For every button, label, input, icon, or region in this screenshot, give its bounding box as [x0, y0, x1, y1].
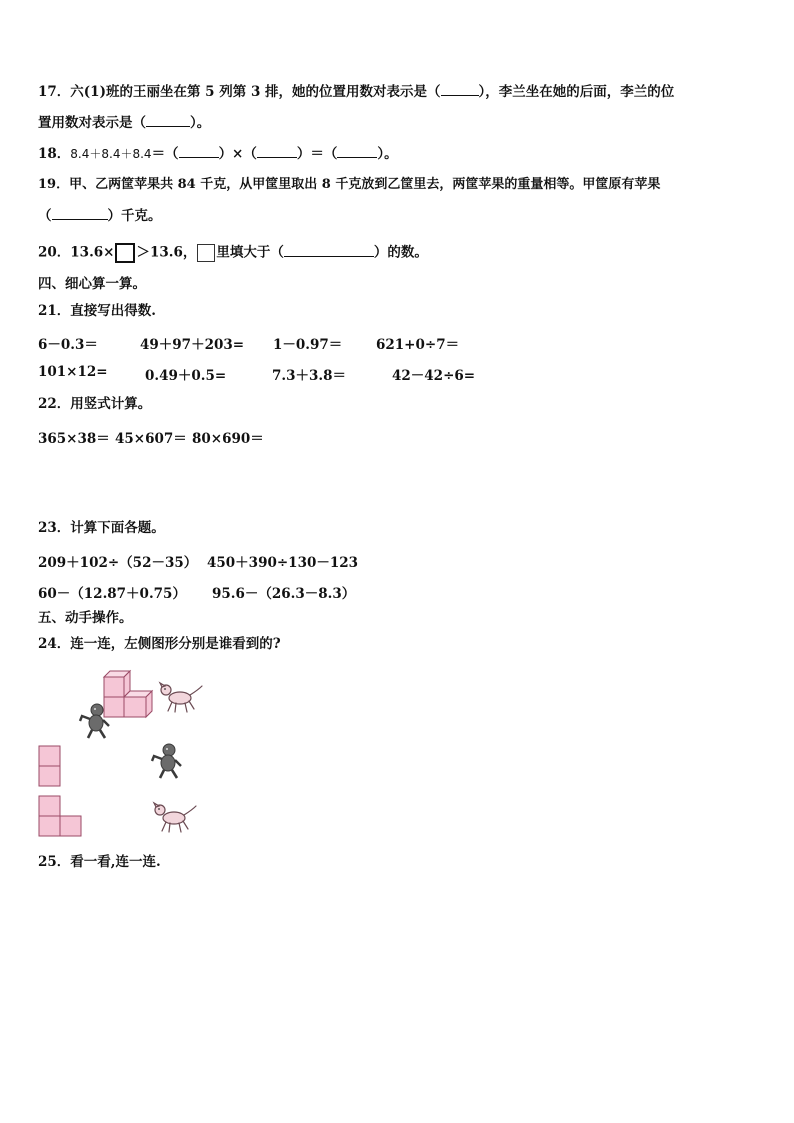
q22-item-2: 45×607＝ [115, 431, 187, 447]
q20-line: 20．13.6× ＞13.6， 里填大于（ ）的数。 [38, 243, 428, 263]
q19-line2: （ ）千克。 [38, 208, 162, 224]
q18-blank-3[interactable] [337, 145, 377, 158]
q17-line2: 置用数对表示是（ ）。 [38, 115, 211, 131]
q20-answer-box[interactable] [115, 243, 135, 263]
view-shape-l [38, 795, 83, 837]
q19-line1: 19．甲、乙两筐苹果共 84 千克，从甲筐里取出 8 千克放到乙筐里去，两筐苹果的重量相等。甲筐原有苹果 [38, 177, 661, 192]
q20-box-reference [197, 244, 215, 262]
monkey-icon [150, 742, 186, 780]
q21-r1-c3: 1－0.97＝ [273, 337, 343, 353]
view-shape-vertical [38, 745, 62, 787]
q21-r2-c3: 7.3＋3.8＝ [272, 368, 346, 384]
q22-item-1: 365×38＝ [38, 431, 110, 447]
q21-r2-c2: 0.49＋0.5= [145, 368, 227, 384]
monkey-icon [78, 702, 114, 740]
q23-r2-c1: 60－（12.87＋0.75） [38, 586, 186, 602]
q22-title: 22．用竖式计算。 [38, 396, 152, 412]
q21-r1-c2: 49＋97＋203= [140, 337, 245, 353]
dog-icon [158, 680, 206, 714]
q21-r2-c1: 101×12= [38, 364, 108, 380]
q18-expression: 8.4＋8.4＋8.4 [70, 147, 152, 161]
q17-blank-1[interactable] [441, 83, 479, 96]
q21-r2-c4: 42－42÷6= [392, 368, 476, 384]
q21-title: 21．直接写出得数. [38, 303, 156, 319]
q17-blank-2[interactable] [146, 114, 190, 127]
q17-line1: 17．六(1)班的王丽坐在第 5 列第 3 排，她的位置用数对表示是（ ），李兰坐在她的后面，李兰的位 [38, 84, 675, 100]
section-4-heading: 四、细心算一算。 [38, 276, 146, 292]
q22-item-3: 80×690＝ [192, 431, 264, 447]
q23-r2-c2: 95.6－（26.3－8.3） [212, 586, 356, 602]
q19-blank[interactable] [52, 207, 108, 220]
section-5-heading: 五、动手操作。 [38, 610, 133, 626]
q25-title: 25．看一看,连一连. [38, 854, 161, 870]
q21-r1-c1: 6－0.3＝ [38, 337, 98, 353]
q18-blank-2[interactable] [257, 145, 297, 158]
q23-r1-c1: 209＋102÷（52－35） [38, 555, 198, 571]
q23-title: 23．计算下面各题。 [38, 520, 165, 536]
q18-line: 18．8.4＋8.4＋8.4＝（ ）×（ ）＝（ ）。 [38, 146, 398, 162]
q21-r1-c4: 621+0÷7＝ [376, 337, 460, 353]
q23-r1-c2: 450＋390÷130－123 [207, 555, 359, 571]
q20-blank[interactable] [284, 244, 374, 257]
q18-blank-1[interactable] [179, 145, 219, 158]
q24-title: 24．连一连，左侧图形分别是谁看到的? [38, 636, 281, 652]
dog-icon [152, 800, 200, 834]
